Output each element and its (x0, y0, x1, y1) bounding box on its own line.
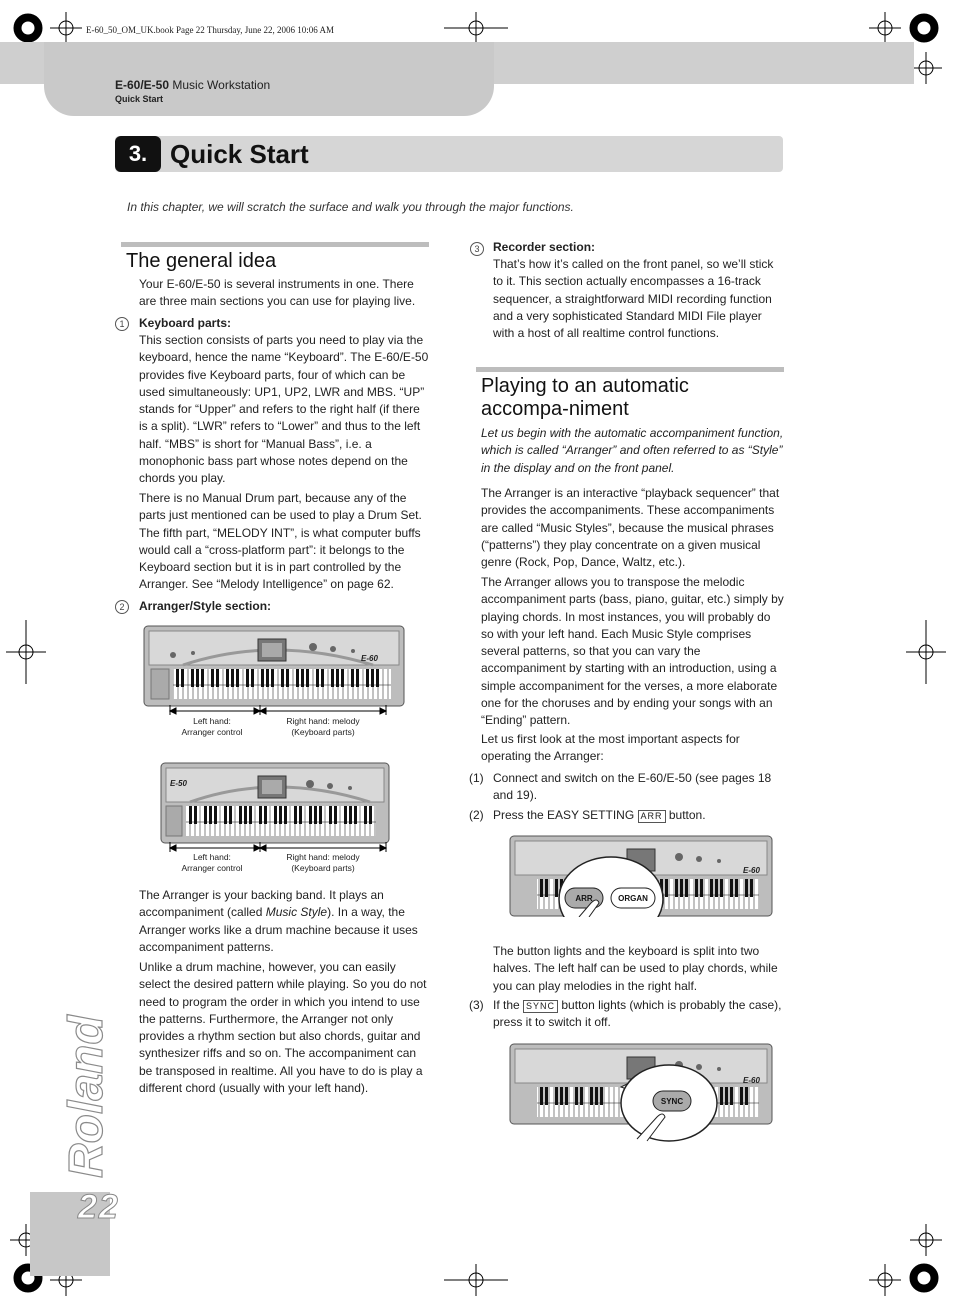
paragraph: Let us first look at the most important aspects for operating the Arranger: (481, 732, 740, 764)
chapter-title: Quick Start (170, 139, 309, 169)
section-rule (121, 242, 429, 247)
step-text: Press the EASY SETTING ARR button. (493, 808, 706, 822)
lead-paragraph: Let us begin with the automatic accompaniment function, which is called “Arranger” and often referred to as “Style” in the display and on the front panel. (481, 426, 784, 475)
model-label: E-60 (361, 654, 378, 663)
keyboard-arr-illustration (509, 835, 773, 917)
keyboard-e60-illustration (143, 625, 405, 707)
step-number: (3) (469, 998, 484, 1012)
step-text: Connect and switch on the E-60/E-50 (see pages 18 and 19). (493, 771, 772, 803)
figure-caption: Left hand: Arranger control (181, 716, 243, 737)
header-subtitle: Quick Start (115, 94, 164, 104)
keyboard-e50-illustration (160, 762, 390, 844)
figure-caption: Right hand: melody (Keyboard parts) (286, 852, 360, 873)
paragraph: That’s how it’s called on the front panel, so we’ll stick to it. This section actually encompasses a 16-track sequencer, a straightforward MIDI recording function and a very sophisticated Standard MIDI File player with a host of all realtime control functions. (493, 257, 774, 341)
item-number: 2 (115, 600, 129, 614)
model-label: E-60 (743, 1076, 760, 1085)
figure-caption: Right hand: melody (Keyboard parts) (286, 716, 360, 737)
chapter-number: 3. (115, 136, 161, 172)
section-heading-general-idea: The general idea (126, 250, 277, 272)
sync-button: SYNC (660, 1097, 684, 1106)
item-label: Arranger/Style section: (139, 599, 272, 613)
paragraph: The Arranger is an interactive “playback sequencer” that provides the accompaniments. These accompaniments are called “Music Styles”, because the musical phrases (“patterns”) they play concentrate on a given musical genre (Rock, Pop, Dance, Waltz, etc.). (481, 486, 780, 570)
section-heading-arranger: Playing to an automatic accompa-niment (481, 375, 689, 420)
paragraph: The button lights and the keyboard is split into two halves. The left half can be used to play chords, while you can play melodies in the right half. (493, 944, 778, 993)
svg-text:Roland: Roland (60, 1015, 113, 1178)
paragraph: Your E-60/E-50 is several instruments in one. There are three main sections you can use for playing live. (139, 277, 416, 309)
figure-caption: Left hand: Arranger control (181, 852, 243, 873)
paragraph: This section consists of parts you need to play via the keyboard, hence the name “Keyboard”. The E-60/E-50 provides five Keyboard parts, four of which can be used simultaneously: UP1, UP2, LWR and MBS. “UP” stands for “Upper” and refers to the right half (if there is a split). “LWR” refers to “Lower” and thus to the left half. “MBS” is short for “Manual Bass”, i.e. a monophonic bass part whose notes depend on the chords you play. (139, 333, 429, 486)
model-label: E-60 (743, 866, 760, 875)
page-number: 22 (78, 1188, 120, 1226)
model-label: E-50 (170, 779, 187, 788)
item-label: Keyboard parts: (139, 316, 232, 330)
print-info: E-60_50_OM_UK.book Page 22 Thursday, June 22, 2006 10:06 AM (86, 25, 334, 35)
paragraph: There is no Manual Drum part, because any of the parts just mentioned can be used to play a Drum Set. The fifth part, “MELODY INT”, is what computer buffs would call a “cross-platform part”: it belongs to the Keyboard section but it is in part controlled by the Arranger. See “Melody Intelligence” on page 62. (139, 491, 422, 592)
organ-button: ORGAN (618, 894, 648, 903)
header-title: E-60/E-50 Music Workstation (115, 78, 271, 92)
item-label: Recorder section: (493, 240, 596, 254)
item-number: 3 (470, 242, 484, 256)
paragraph: The Arranger is your backing band. It plays an accompaniment (called Music Style). In a way, the Arranger works like a drum machine because it uses accompaniment patterns. (139, 888, 418, 954)
roland-side-logo (26, 990, 116, 1190)
section-rule (476, 367, 784, 372)
step-text: If the SYNC button lights (which is probably the case), press it to switch it off. (493, 998, 782, 1030)
paragraph: The Arranger allows you to transpose the melodic accompaniment parts (bass, piano, guitar, etc.) simply by playing chords. In most instances, you will probably do so with your left hand. Each Music Style comprises several patterns, so that you can vary the accompaniment by starting with an introduction, using a simple accompaniment for the verses, a more elaborate one for the choruses and by ending your songs with an “Ending” pattern. (481, 575, 784, 728)
intro-text: In this chapter, we will scratch the surface and walk you through the major functions. (127, 200, 574, 214)
keyboard-sync-illustration (509, 1043, 773, 1143)
sync-button-label: SYNC (523, 1000, 558, 1013)
item-number: 1 (115, 317, 129, 331)
paragraph: Unlike a drum machine, however, you can easily select the desired pattern while playing. So you do not need to program the order in which you intend to use the patterns. Furthermore, the Arranger not only provides a rhythm section but also chords, guitar and synthesizer riffs and so on. The accompaniment can be transposed in realtime. All you have to do is play a different chord (usually with your left hand). (139, 960, 427, 1096)
step-number: (1) (469, 771, 484, 785)
arr-button-label: ARR (638, 810, 666, 823)
arr-button: ARR (575, 894, 593, 903)
step-number: (2) (469, 808, 484, 822)
